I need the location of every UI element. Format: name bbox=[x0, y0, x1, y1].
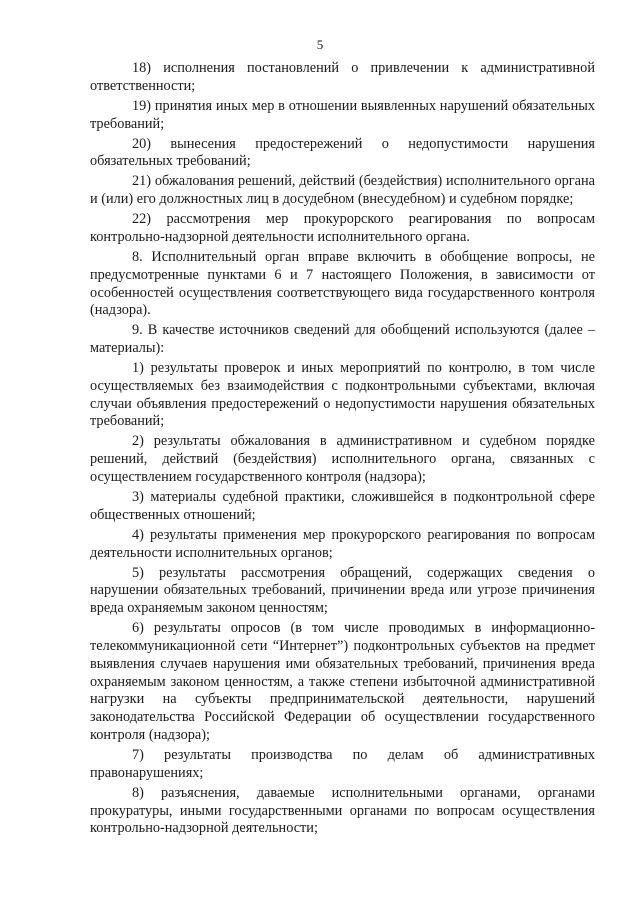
source-item-8: 8) разъяснения, даваемые исполнительными органами, органами прокуратуры, иными государственными органами по вопросам осуществления контрольно-надзорной деятельности; bbox=[90, 784, 595, 837]
document-body bbox=[90, 60, 595, 840]
source-item-5: 5) результаты рассмотрения обращений, содержащих сведения о нарушении обязательных требований, причинении вреда или угрозе причинения вреда охраняемым законом ценностям; bbox=[90, 564, 595, 617]
source-item-6: 6) результаты опросов (в том числе проводимых в информационно-телекоммуникационной сети “Интернет”) подконтрольных субъектов на предмет выявления случаев нарушения ими обязательных требований, причинения вреда охраняемым законом ценностям, а также степени избыточной административной нагрузки на субъекты предпринимательской деятельности, нарушений законодательства Российской Федерации об осуществлении государственного контроля (надзора); bbox=[90, 620, 595, 743]
paragraph-22: 22) рассмотрения мер прокурорского реагирования по вопросам контрольно-надзорной деятельности исполнительного органа. bbox=[90, 211, 595, 245]
source-item-1: 1) результаты проверок и иных мероприятий по контролю, в том числе осуществляемых без взаимодействия с подконтрольными субъектами, включая случаи объявления предостережений о недопустимости нарушения обязательных требований; bbox=[90, 360, 595, 430]
paragraph-21: 21) обжалования решений, действий (бездействия) исполнительного органа и (или) его должностных лиц в досудебном (внесудебном) и судебном порядке; bbox=[90, 173, 595, 208]
section-8: 8. Исполнительный орган вправе включить в обобщение вопросы, не предусмотренные пунктами 6 и 7 настоящего Положения, в зависимости от особенностей осуществления соответствующего вида государственного контроля (надзора). bbox=[90, 248, 595, 319]
source-item-4: 4) результаты применения мер прокурорского реагирования по вопросам деятельности исполнительных органов; bbox=[90, 526, 595, 561]
paragraph-19: 19) принятия иных мер в отношении выявленных нарушений обязательных требований; bbox=[90, 97, 595, 132]
source-item-7: 7) результаты производства по делам об административных правонарушениях; bbox=[90, 746, 595, 781]
source-item-2: 2) результаты обжалования в административном и судебном порядке решений, действий (бездействия) исполнительного органа, связанных с осуществлением государственного контроля (надзора); bbox=[90, 433, 595, 486]
section-9: 9. В качестве источников сведений для обобщений используются (далее – материалы): bbox=[90, 322, 595, 357]
paragraph-18: 18) исполнения постановлений о привлечении к административной ответственности; bbox=[90, 60, 595, 94]
paragraph-20: 20) вынесения предостережений о недопустимости нарушения обязательных требований; bbox=[90, 135, 595, 170]
page-number: 5 bbox=[316, 37, 324, 52]
source-item-3: 3) материалы судебной практики, сложившейся в подконтрольной сфере общественных отношений; bbox=[90, 489, 595, 523]
